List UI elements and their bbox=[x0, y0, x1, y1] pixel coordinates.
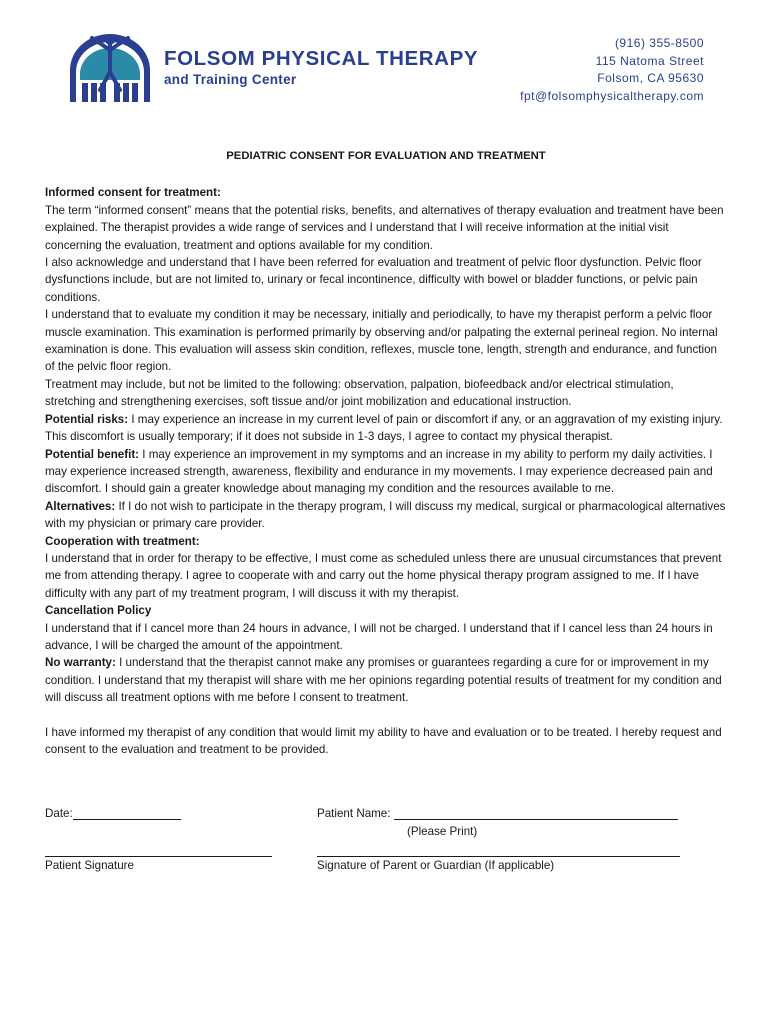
contact-block bbox=[520, 35, 704, 105]
cancellation-text: I understand that if I cancel more than 24 hours in advance, I will not be charged. I understand that if I cancel less than 24 hours in advance, I will be charged the amount of the appointment. bbox=[45, 621, 713, 652]
potential-benefit-text: I may experience an improvement in my symptoms and an increase in my ability to perform my daily activities. I may experience increased strength, awareness, flexibility and endurance in my movements. I may experience decreased pain and discomfort. I should gain a greater knowledge about managing my condition and the resources available to me. bbox=[45, 447, 713, 496]
date-name-row bbox=[45, 806, 735, 824]
cooperation-text: I understand that in order for therapy to be effective, I must come as scheduled unless there are unusual circumstances that prevent me from attending therapy. I agree to cooperate with and carry out the home physical therapy program assigned to me. If I have difficulty with any part of my treatment program, I will discuss it with my therapist. bbox=[45, 551, 722, 600]
letterhead bbox=[0, 0, 770, 110]
date-field[interactable] bbox=[45, 806, 181, 820]
patient-signature-label: Patient Signature bbox=[45, 859, 134, 872]
spacer bbox=[45, 707, 727, 724]
contact-email[interactable]: fpt@folsomphysicaltherapy.com bbox=[520, 88, 704, 103]
consent-document bbox=[45, 148, 727, 758]
alternatives-paragraph bbox=[45, 498, 727, 533]
guardian-signature-label: Signature of Parent or Guardian (If applicable) bbox=[317, 859, 555, 872]
potential-risks-paragraph bbox=[45, 411, 727, 446]
brand-title: FOLSOM PHYSICAL THERAPY bbox=[164, 47, 479, 70]
pelvic-floor-text: I also acknowledge and understand that I have been referred for evaluation and treatment of pelvic floor dysfunction. Pelvic floor dysfunctions include, but are not limited to, urinary or fecal incontinence, difficulty with bowel or bladder functions, or pelvic pain conditions. bbox=[45, 256, 702, 304]
patient-name-label: Patient Name: bbox=[317, 807, 394, 820]
informed-consent-text: The term “informed consent” means that the potential risks, benefits, and alternatives of therapy evaluation and treatment have been explained. The therapist provides a wide range of services and I understand that I will receive information at the initial visit concerning the evaluation, treatment and options available for my condition. bbox=[45, 203, 724, 252]
potential-benefit-label: Potential benefit: bbox=[45, 447, 140, 461]
treatment-text: Treatment may include, but not be limited to the following: observation, palpation, biofeedback and/or electrical stimulation, stretching and strengthening exercises, soft tissue and/or joint mobilization and educational instruction. bbox=[45, 377, 674, 409]
contact-city: Folsom, CA 95630 bbox=[597, 71, 704, 85]
date-input-line[interactable] bbox=[73, 806, 181, 820]
please-print-note: (Please Print) bbox=[407, 825, 478, 838]
potential-benefit-paragraph bbox=[45, 446, 727, 498]
contact-street: 115 Natoma Street bbox=[595, 53, 704, 68]
contact-phone: (916) 355-8500 bbox=[614, 36, 704, 50]
brand-subtitle: and Training Center bbox=[164, 72, 297, 87]
patient-signature-line[interactable] bbox=[45, 856, 272, 857]
patient-name-input-line[interactable] bbox=[394, 806, 678, 820]
cooperation-heading: Cooperation with treatment: bbox=[45, 534, 200, 548]
guardian-signature-line[interactable] bbox=[317, 856, 680, 857]
no-warranty-text: I understand that the therapist cannot make any promises or guarantees regarding a cure for or improvement in my condition. I understand that my therapist will share with me her opinions regarding potential results of treatment for my condition and will discuss all treatment options with me before I consent to treatment. bbox=[45, 656, 722, 705]
patient-name-field[interactable] bbox=[317, 806, 678, 820]
folsom-logo-arch-figure-icon bbox=[66, 32, 154, 104]
potential-risks-label: Potential risks: bbox=[45, 412, 129, 426]
date-label: Date: bbox=[45, 807, 73, 820]
signature-section bbox=[45, 806, 735, 872]
no-warranty-paragraph bbox=[45, 654, 727, 706]
alternatives-label: Alternatives: bbox=[45, 499, 116, 513]
final-consent-text: I have informed my therapist of any condition that would limit my ability to have and evaluation or to be treated. I hereby request and consent to the evaluation and treatment to be provided. bbox=[45, 725, 722, 756]
potential-risks-text: I may experience an increase in my current level of pain or discomfort if any, or an aggravation of my existing injury. This discomfort is usually temporary; if it does not subside in 1-3 days, I agree to contact my physical therapist. bbox=[45, 412, 723, 444]
alternatives-text: If I do not wish to participate in the therapy program, I will discuss my medical, surgical or pharmacological alternatives with my physician or primary care provider. bbox=[45, 499, 726, 531]
no-warranty-label: No warranty: bbox=[45, 656, 116, 670]
informed-consent-heading: Informed consent for treatment: bbox=[45, 186, 221, 200]
cancellation-heading: Cancellation Policy bbox=[45, 604, 152, 618]
examination-text: I understand that to evaluate my condition it may be necessary, initially and periodically, to have my therapist perform a pelvic floor muscle examination. This examination is performed primarily by observing and/or palpating the external perineal region. No internal examination is done. This evaluation will assess skin condition, reflexes, muscle tone, length, strength and endurance, and function of the pelvic floor region. bbox=[45, 308, 718, 374]
document-title: PEDIATRIC CONSENT FOR EVALUATION AND TREATMENT bbox=[226, 150, 546, 162]
